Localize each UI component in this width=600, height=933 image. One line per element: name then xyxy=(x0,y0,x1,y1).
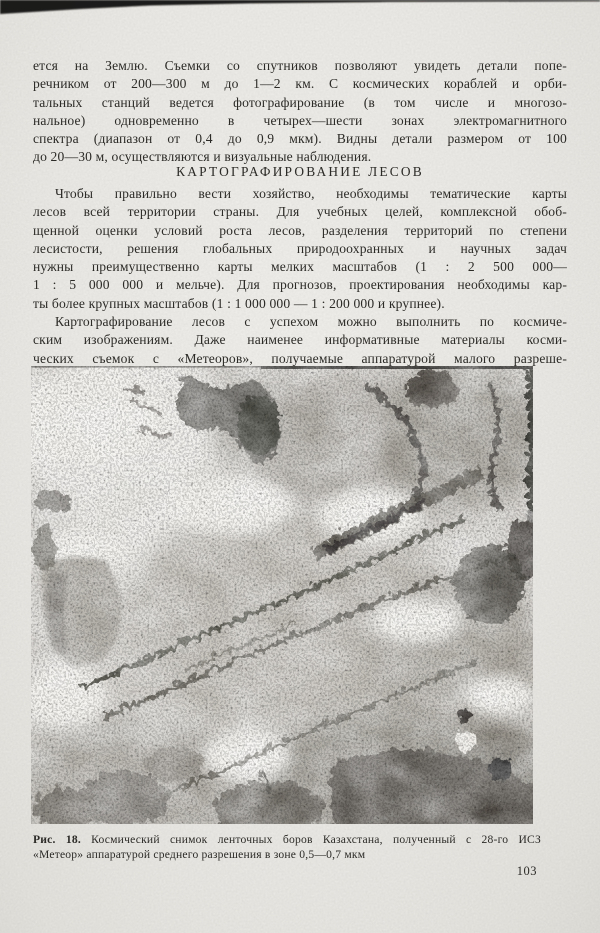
section-heading: КАРТОГРАФИРОВАНИЕ ЛЕСОВ xyxy=(176,164,424,179)
text-line: ты более крупных масштабов (1 : 1 000 000 — 1 : 200 000 и крупнее). xyxy=(33,295,445,311)
text-line: нальное) одновременно в четырех—шести зонах электромагнитного xyxy=(33,112,567,128)
satellite-photo-art xyxy=(31,366,533,824)
figure-label: Рис. 18. xyxy=(33,833,81,846)
satellite-photo xyxy=(31,366,533,824)
text-line: ется на Землю. Съемки со спутников позволяют увидеть детали попе- xyxy=(33,58,567,73)
text-line: лесистости, решения глобальных природоохранных и научных задач xyxy=(33,240,567,256)
text-line: нужны преимущественно карты мелких масштабов (1 : 2 500 000— xyxy=(33,259,567,275)
text-line: до 20—30 м, осуществляются и визуальные наблюдения. xyxy=(33,149,372,165)
text-line: ческих съемок с «Метеоров», получаемые аппаратурой малого разреше- xyxy=(33,350,567,366)
caption-text: Космический снимок ленточных боров Казахстана, полученный с 28-го ИСЗ xyxy=(91,833,542,846)
caption-line xyxy=(33,833,541,848)
text-line: тальных станций ведется фотографирование (в том числе и многозо- xyxy=(33,94,567,110)
text-line: щенной оценки условий роста лесов, разделения территорий по степени xyxy=(33,222,567,238)
text-line: речником от 200—300 м до 1—2 км. С космических кораблей и орби- xyxy=(33,76,567,92)
text-line: Чтобы правильно вести хозяйство, необходимы тематические карты xyxy=(55,186,567,201)
caption-line: «Метеор» аппаратурой среднего разрешения в зоне 0,5—0,7 мкм xyxy=(33,847,366,861)
scan-edge-artifact xyxy=(0,0,600,18)
paragraph-2 xyxy=(33,185,567,313)
paragraph-3 xyxy=(33,313,567,368)
text-line: Картографирование лесов с успехом можно выполнить по космиче- xyxy=(55,314,567,329)
text-line: спектра (диапазон от 0,4 до 0,9 мкм). Видны детали размером от 100 xyxy=(33,131,567,147)
paragraph-1 xyxy=(33,57,567,167)
figure-caption xyxy=(33,833,541,862)
page-number: 103 xyxy=(516,864,537,878)
text-line: 1 : 5 000 000 и мельче). Для прогнозов, проектирования необходимы кар- xyxy=(33,277,567,293)
text-line: лесов всей территории страны. Для учебных целей, комплексной обоб- xyxy=(33,204,567,220)
text-line: ским изображениям. Даже наименее информативные материалы косми- xyxy=(33,332,567,348)
